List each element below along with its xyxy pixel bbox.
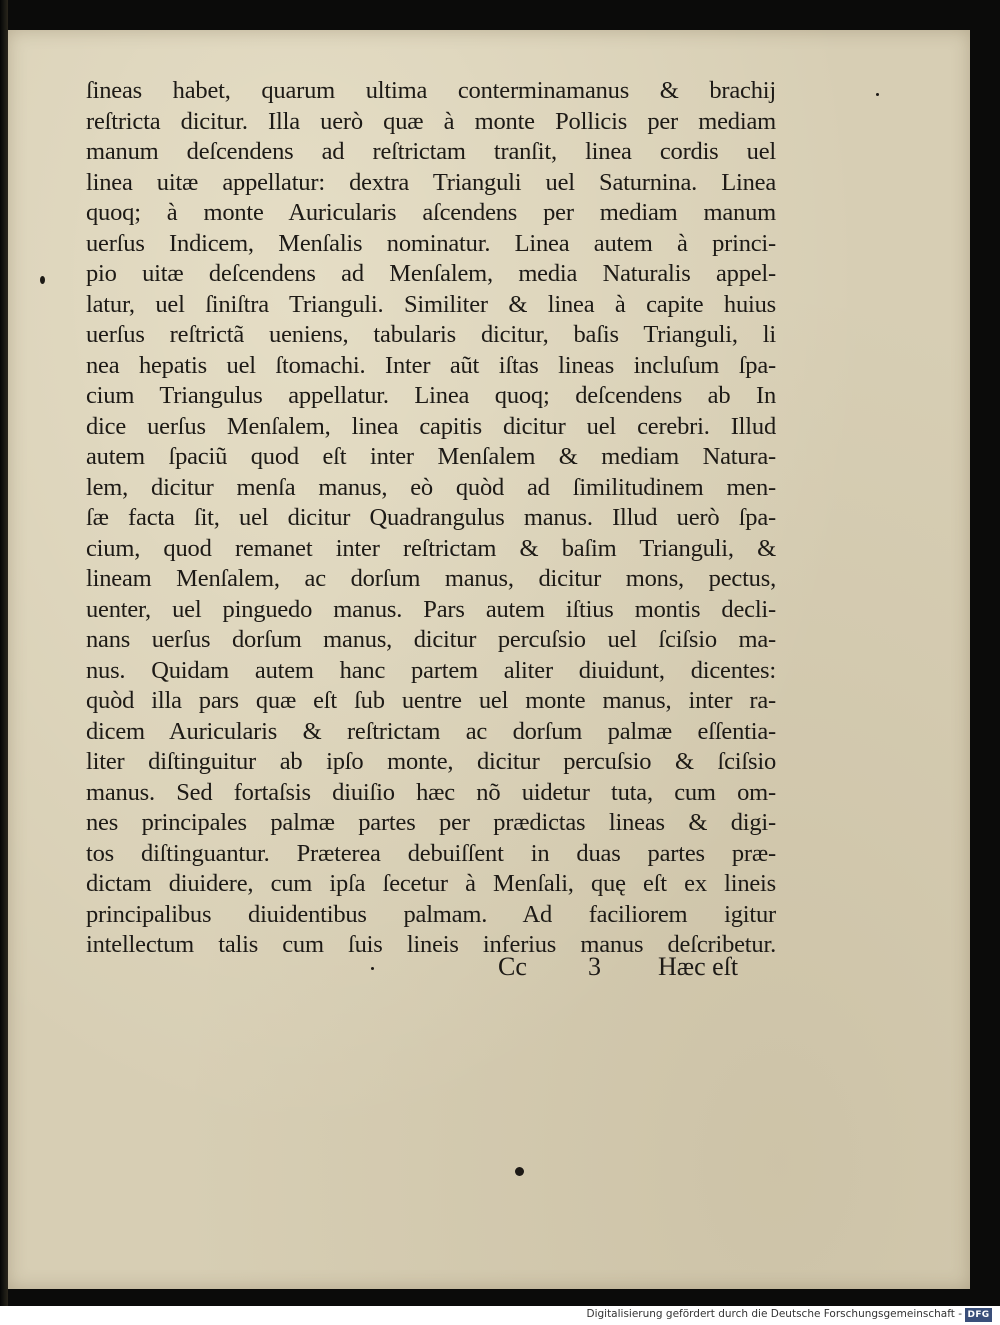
- text-line: autem ſpaciũ quod eſt inter Menſalem & mediam Natura-: [86, 443, 776, 470]
- text-line: pio uitæ deſcendens ad Menſalem, media Naturalis appel-: [86, 260, 776, 287]
- text-line: manus. Sed fortaſsis diuiſio hæc nõ uidetur tuta, cum om-: [86, 778, 776, 806]
- text-line: nans uerſus dorſum manus, dicitur percuſsio uel ſciſsio ma-: [86, 626, 776, 653]
- text-line: uerſus reſtrictã ueniens, tabularis dicitur, baſis Trianguli, li: [86, 321, 776, 348]
- signature-mark: Cc: [498, 952, 527, 981]
- text-line: linea uitæ appellatur: dextra Trianguli uel Saturnina. Linea: [86, 168, 776, 196]
- text-line: reſtricta dicitur. Illa uerò quæ à monte Pollicis per mediam: [86, 107, 776, 135]
- text-line: dice uerſus Menſalem, linea capitis dicitur uel cerebri. Illud: [86, 412, 776, 440]
- text-line: uerſus Indicem, Menſalis nominatur. Linea autem à princi-: [86, 229, 776, 257]
- text-line: tos diſtinguantur. Præterea debuiſſent in duas partes præ-: [86, 839, 776, 867]
- text-line: cium, quod remanet inter reſtrictam & baſim Trianguli, &: [86, 534, 776, 562]
- catchline: [8, 952, 970, 988]
- footer-bar: [0, 1306, 1000, 1325]
- text-line: dicem Auricularis & reſtrictam ac dorſum palmæ eſſentia-: [86, 717, 776, 745]
- text-line: manum deſcendens ad reſtrictam tranſit, linea cordis uel: [86, 138, 776, 165]
- text-line: nea hepatis uel ſtomachi. Inter aũt iſtas lineas incluſum ſpa-: [86, 351, 776, 379]
- dfg-logo: DFG: [965, 1308, 992, 1322]
- text-line: intellectum talis cum ſuis lineis inferius manus deſcribetur.: [86, 931, 776, 958]
- text-line: dictam diuidere, cum ipſa ſecetur à Menſali, quę eſt ex lineis: [86, 870, 776, 897]
- text-line: cium Triangulus appellatur. Linea quoq; deſcendens ab In: [86, 382, 776, 409]
- book-page: [8, 30, 970, 1289]
- text-line: quoq; à monte Auricularis aſcendens per mediam manum: [86, 199, 776, 226]
- text-line: liter diſtinguitur ab ipſo monte, dicitur percuſsio & ſciſsio: [86, 748, 776, 775]
- ink-speck: [40, 276, 45, 284]
- text-line: quòd illa pars quæ eſt ſub uentre uel monte manus, inter ra-: [86, 687, 776, 714]
- catchword: Hæc eſt: [658, 952, 739, 981]
- text-line: uenter, uel pinguedo manus. Pars autem iſtius montis decli-: [86, 595, 776, 623]
- folio-number: 3: [588, 952, 601, 981]
- digitization-credit: Digitalisierung gefördert durch die Deutsche Forschungsgemeinschaft -: [586, 1308, 962, 1320]
- ink-speck: [515, 1167, 524, 1176]
- text-line: ſineas habet, quarum ultima conterminamanus & brachij: [86, 77, 776, 104]
- text-line: latur, uel ſiniſtra Trianguli. Similiter & linea à capite huius: [86, 290, 776, 318]
- text-line: nes principales palmæ partes per prædictas lineas & digi-: [86, 809, 776, 836]
- ink-speck: [371, 967, 374, 970]
- text-line: lineam Menſalem, ac dorſum manus, dicitur mons, pectus,: [86, 565, 776, 592]
- text-line: nus. Quidam autem hanc partem aliter diuidunt, dicentes:: [86, 656, 776, 684]
- text-line: ſæ facta ſit, uel dicitur Quadrangulus manus. Illud uerò ſpa-: [86, 504, 776, 531]
- binding-edge: [0, 0, 8, 1306]
- text-line: lem, dicitur menſa manus, eò quòd ad ſimilitudinem men-: [86, 473, 776, 501]
- text-line: principalibus diuidentibus palmam. Ad faciliorem igitur: [86, 900, 776, 928]
- body-text: [86, 76, 776, 961]
- ink-speck: [876, 93, 879, 96]
